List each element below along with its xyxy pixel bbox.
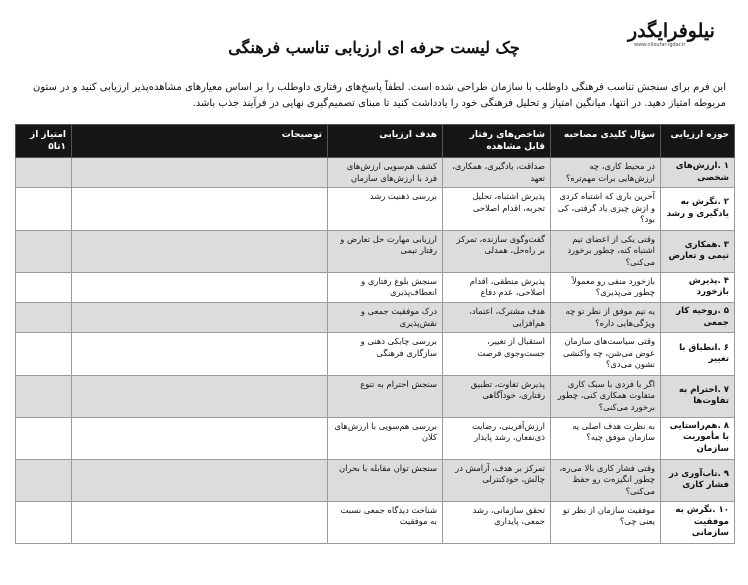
cell-score[interactable] <box>16 333 72 375</box>
cell-notes[interactable] <box>72 459 328 501</box>
cell-area: ۱ .ارزش‌های شخصی <box>661 158 735 188</box>
cell-indicators: گفت‌وگوی سازنده، تمرکز بر راه‌حل، همدلی <box>443 230 551 272</box>
cell-notes[interactable] <box>72 188 328 230</box>
cell-question: وقتی سیاست‌های سازمان عوض می‌شن، چه واکنشی نشون می‌دی؟ <box>551 333 661 375</box>
cell-question: به نظرت هدف اصلی یه سازمان موفق چیه؟ <box>551 417 661 459</box>
header-indicators: شاخص‌های رفتار قابل مشاهده <box>443 125 551 158</box>
cell-question: آخرین باری که اشتباه کردی و ازش چیزی یاد گرفتی، کی بود؟ <box>551 188 661 230</box>
cell-score[interactable] <box>16 230 72 272</box>
cell-indicators: استقبال از تغییر، جست‌وجوی فرصت <box>443 333 551 375</box>
cell-notes[interactable] <box>72 501 328 543</box>
cell-goal: درک موفقیت جمعی و نقش‌پذیری <box>328 303 443 333</box>
cell-goal: سنجش احترام به تنوع <box>328 375 443 417</box>
cell-question: یه تیم موفق از نظر تو چه ویژگی‌هایی داره؟ <box>551 303 661 333</box>
cell-score[interactable] <box>16 501 72 543</box>
header-score: امتیاز از ۱تا۵ <box>16 125 72 158</box>
cell-area: ۷ .احترام به تفاوت‌ها <box>661 375 735 417</box>
cell-area: ۵ .روحیه کار جمعی <box>661 303 735 333</box>
cell-goal: سنجش بلوغ رفتاری و انعطاف‌پذیری <box>328 272 443 302</box>
cell-notes[interactable] <box>72 272 328 302</box>
intro-paragraph: این فرم برای سنجش تناسب فرهنگی داوطلب با سازمان طراحی شده است. لطفاً پاسخ‌های رفتاری داوطلب را بر اساس معیارهای مشاهده‌پذیر ارزیابی کنید و در ستون مربوطه امتیاز دهید. در انتها، میانگین امتیاز و تحلیل فرهنگی خود را یادداشت کنید تا مبنای تصمیم‌گیری نهایی در فرآیند جذب باشد. <box>33 82 726 109</box>
cell-goal: سنجش توان مقابله با بحران <box>328 459 443 501</box>
cell-notes[interactable] <box>72 158 328 188</box>
cell-area: ۶ .انطباق با تغییر <box>661 333 735 375</box>
cell-indicators: پذیرش تفاوت، تطبیق رفتاری، خودآگاهی <box>443 375 551 417</box>
header-goal: هدف ارزیابی <box>328 125 443 158</box>
table-row <box>16 272 735 302</box>
header-area: حوزه ارزیابی <box>661 125 735 158</box>
table-row <box>16 501 735 543</box>
cell-question: بازخورد منفی رو معمولاً چطور می‌پذیری؟ <box>551 272 661 302</box>
table-row <box>16 158 735 188</box>
cell-indicators: تمرکز بر هدف، آرامش در چالش، خودکنترلی <box>443 459 551 501</box>
page-title: چک لیست حرفه ای ارزیابی تناسب فرهنگی <box>228 38 520 57</box>
cell-score[interactable] <box>16 188 72 230</box>
cell-question: اگر با فردی با سبک کاری متفاوت همکاری کنی، چطور برخورد می‌کنی؟ <box>551 375 661 417</box>
cell-indicators: تحقق سازمانی، رشد جمعی، پایداری <box>443 501 551 543</box>
cell-goal: بررسی چابکی ذهنی و سازگاری فرهنگی <box>328 333 443 375</box>
table-row <box>16 417 735 459</box>
cell-score[interactable] <box>16 272 72 302</box>
logo-url: www.niloufar-igdar.ir <box>634 42 686 48</box>
cell-area: ۹ .تاب‌آوری در فشار کاری <box>661 459 735 501</box>
table-row <box>16 375 735 417</box>
cell-area: ۱۰ .نگرش به موفقیت سازمانی <box>661 501 735 543</box>
cell-notes[interactable] <box>72 375 328 417</box>
cell-goal: بررسی هم‌سویی با ارزش‌های کلان <box>328 417 443 459</box>
cell-indicators: ارزش‌آفرینی، رضایت ذی‌نفعان، رشد پایدار <box>443 417 551 459</box>
cell-question: در محیط کاری، چه ارزش‌هایی برات مهم‌تره؟ <box>551 158 661 188</box>
cell-question: وقتی فشار کاری بالا می‌ره، چطور انگیزه‌ت رو حفظ می‌کنی؟ <box>551 459 661 501</box>
table-row <box>16 303 735 333</box>
cell-score[interactable] <box>16 158 72 188</box>
cell-area: ۸ .هم‌راستایی با مأموریت سازمان <box>661 417 735 459</box>
cell-notes[interactable] <box>72 230 328 272</box>
table-row <box>16 333 735 375</box>
logo-name: نیلوفرایگدر <box>628 20 715 42</box>
cell-question: موفقیت سازمان از نظر تو یعنی چی؟ <box>551 501 661 543</box>
cell-score[interactable] <box>16 459 72 501</box>
cell-question: وقتی یکی از اعضای تیم اشتباه کنه، چطور برخورد می‌کنی؟ <box>551 230 661 272</box>
cell-indicators: هدف مشترک، اعتماد، هم‌افزایی <box>443 303 551 333</box>
cell-goal: شناخت دیدگاه جمعی نسبت به موفقیت <box>328 501 443 543</box>
cell-indicators: صداقت، یادگیری، همکاری، تعهد <box>443 158 551 188</box>
table-row <box>16 188 735 230</box>
cell-area: ۳ .همکاری تیمی و تعارض <box>661 230 735 272</box>
cell-score[interactable] <box>16 417 72 459</box>
cell-area: ۴ .پذیرش بازخورد <box>661 272 735 302</box>
cell-area: ۲ .نگرش به یادگیری و رشد <box>661 188 735 230</box>
cell-score[interactable] <box>16 375 72 417</box>
table-row <box>16 230 735 272</box>
cell-notes[interactable] <box>72 303 328 333</box>
cell-goal: کشف هم‌سویی ارزش‌های فرد با ارزش‌های سازمان <box>328 158 443 188</box>
evaluation-table <box>15 124 735 544</box>
cell-goal: ارزیابی مهارت حل تعارض و رفتار تیمی <box>328 230 443 272</box>
header-notes: توضیحات <box>72 125 328 158</box>
cell-indicators: پذیرش اشتباه، تحلیل تجربه، اقدام اصلاحی <box>443 188 551 230</box>
cell-indicators: پذیرش منطقی، اقدام اصلاحی، عدم دفاع <box>443 272 551 302</box>
cell-goal: بررسی ذهنیت رشد <box>328 188 443 230</box>
header-question: سؤال کلیدی مصاحبه <box>551 125 661 158</box>
cell-score[interactable] <box>16 303 72 333</box>
table-row <box>16 459 735 501</box>
cell-notes[interactable] <box>72 417 328 459</box>
table-header-row <box>16 125 735 158</box>
cell-notes[interactable] <box>72 333 328 375</box>
